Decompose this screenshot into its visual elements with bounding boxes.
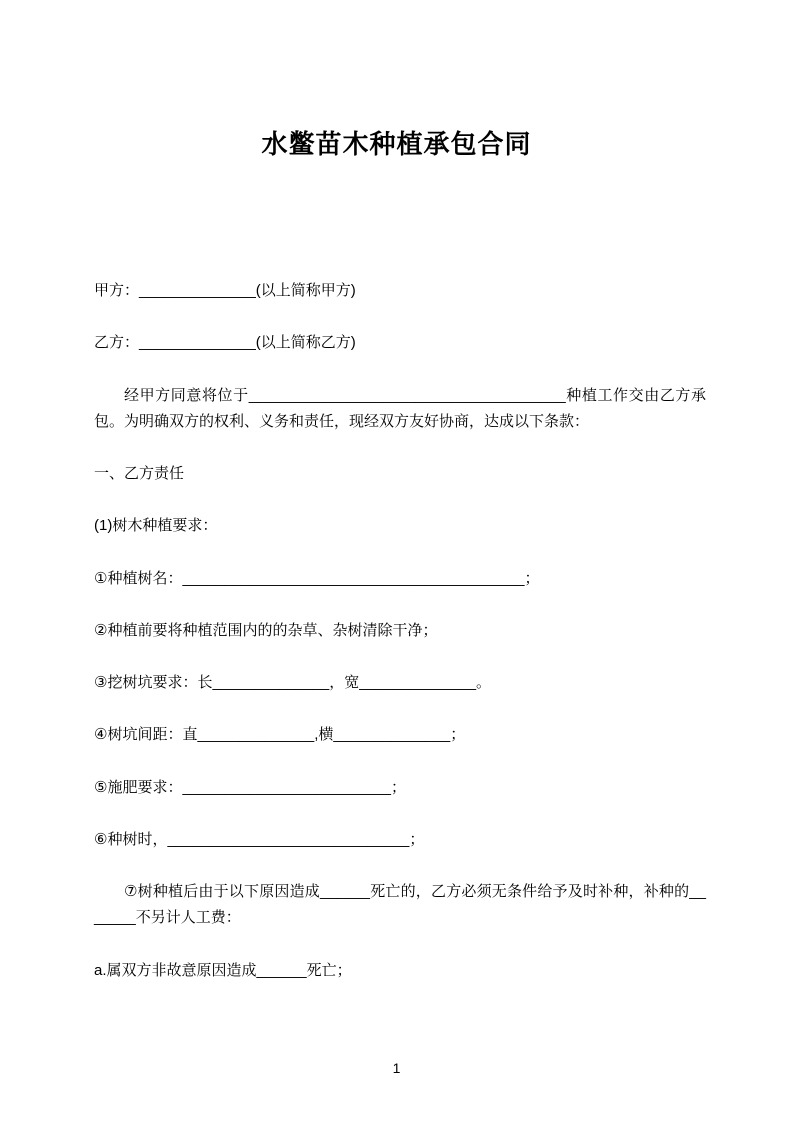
page-title: 水鳖苗木种植承包合同 bbox=[261, 129, 532, 159]
paragraph-party-a: 甲方：______________(以上简称甲方) bbox=[94, 282, 356, 299]
paragraph-item-6-planting-time: ⑥种树时，_____________________________； bbox=[94, 830, 425, 848]
page-number: 1 bbox=[392, 1060, 401, 1076]
paragraph-item-2-clearing: ②种植前要将种植范围内的的杂草、杂树清除干净； bbox=[94, 621, 438, 639]
paragraph-item-7a-nonintentional-death: a.属双方非故意原因造成______死亡； bbox=[94, 961, 352, 979]
paragraph-item-3-pit-size: ③挖树坑要求：长______________，宽______________。 bbox=[94, 674, 492, 691]
paragraph-item-5-fertilizer: ⑤施肥要求：_________________________； bbox=[94, 778, 407, 796]
document-body bbox=[94, 278, 706, 1010]
paragraph-party-b: 乙方：______________(以上简称乙方) bbox=[94, 334, 356, 352]
paragraph-planting-requirements: (1)树木种植要求： bbox=[94, 517, 218, 535]
section-heading-party-b-duties: 一、乙方责任 bbox=[94, 465, 185, 482]
paragraph-agreement-intro: 经甲方同意将位于______________________________________种植工作交由乙方承包。为明确双方的权利、义务和责任，现经双方友好协商，达成以下条款： bbox=[94, 386, 706, 430]
paragraph-item-7-replanting: ⑦树种植后由于以下原因造成______死亡的，乙方必须无条件给予及时补种，补种的_______不另计人工费： bbox=[94, 883, 706, 927]
paragraph-item-4-pit-spacing: ④树坑间距：直______________,横______________； bbox=[94, 726, 466, 744]
paragraph-item-1-tree-name: ①种植树名：_________________________________________； bbox=[94, 569, 540, 587]
